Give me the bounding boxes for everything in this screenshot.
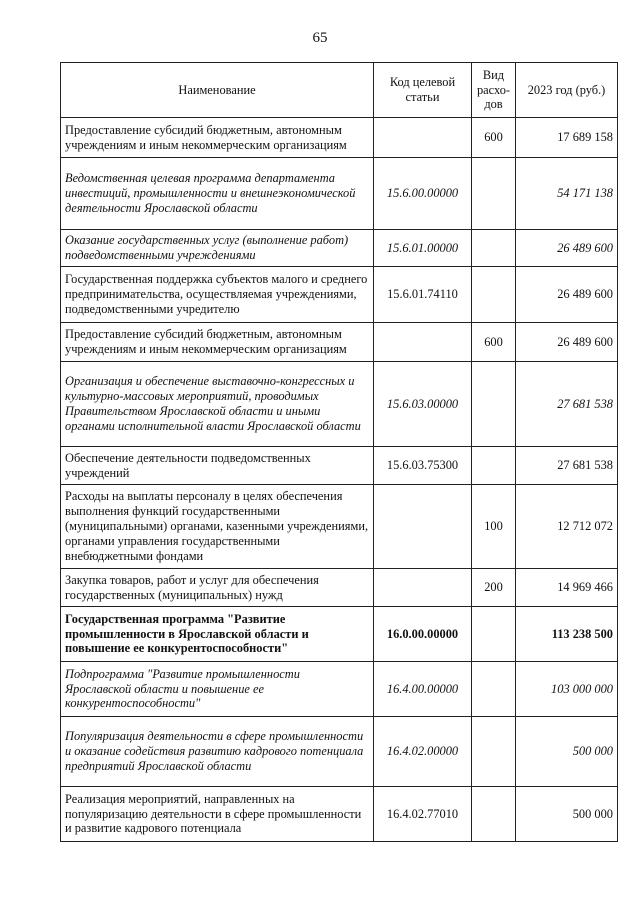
row-amount: 26 489 600 — [516, 230, 618, 267]
row-expense-type: 100 — [472, 485, 516, 569]
row-code — [374, 485, 472, 569]
header-code: Код целевой статьи — [374, 63, 472, 118]
row-name: Предоставление субсидий бюджетным, автономным учреждениям и иным некоммерческим организациям — [61, 323, 374, 362]
row-name: Организация и обеспечение выставочно-конгрессных и культурно-массовых мероприятий, проводимых Правительством Ярославской области и иными органами исполнительной власти Ярославской области — [61, 362, 374, 447]
row-expense-type — [472, 230, 516, 267]
row-amount: 103 000 000 — [516, 662, 618, 717]
row-expense-type — [472, 362, 516, 447]
row-expense-type — [472, 267, 516, 323]
row-amount: 27 681 538 — [516, 447, 618, 485]
table-header-row — [61, 63, 618, 118]
row-code — [374, 323, 472, 362]
table-row — [61, 607, 618, 662]
row-code: 15.6.03.75300 — [374, 447, 472, 485]
row-name: Предоставление субсидий бюджетным, автономным учреждениям и иным некоммерческим организациям — [61, 118, 374, 158]
row-amount: 500 000 — [516, 787, 618, 842]
row-name: Подпрограмма "Развитие промышленности Ярославской области и повышение ее конкурентоспособности" — [61, 662, 374, 717]
row-expense-type — [472, 607, 516, 662]
row-code: 16.0.00.00000 — [374, 607, 472, 662]
table-row — [61, 158, 618, 230]
row-expense-type — [472, 717, 516, 787]
header-expense-type: Вид расхо-дов — [472, 63, 516, 118]
row-code: 16.4.00.00000 — [374, 662, 472, 717]
row-name: Ведомственная целевая программа департамента инвестиций, промышленности и внешнеэкономической деятельности Ярославской области — [61, 158, 374, 230]
row-expense-type — [472, 447, 516, 485]
row-expense-type — [472, 158, 516, 230]
row-amount: 26 489 600 — [516, 323, 618, 362]
row-amount: 27 681 538 — [516, 362, 618, 447]
row-name: Государственная программа "Развитие промышленности в Ярославской области и повышение ее конкурентоспособности" — [61, 607, 374, 662]
row-amount: 12 712 072 — [516, 485, 618, 569]
header-amount-2023: 2023 год (руб.) — [516, 63, 618, 118]
table-row — [61, 485, 618, 569]
header-name: Наименование — [61, 63, 374, 118]
table-row — [61, 447, 618, 485]
table-row — [61, 717, 618, 787]
row-expense-type — [472, 662, 516, 717]
row-expense-type — [472, 787, 516, 842]
row-expense-type: 600 — [472, 118, 516, 158]
row-name: Популяризация деятельности в сфере промышленности и оказание содействия развитию кадрового потенциала предприятий Ярославской области — [61, 717, 374, 787]
table-row — [61, 787, 618, 842]
table-row — [61, 569, 618, 607]
row-name: Обеспечение деятельности подведомственных учреждений — [61, 447, 374, 485]
row-name: Оказание государственных услуг (выполнение работ) подведомственными учреждениями — [61, 230, 374, 267]
table-row — [61, 230, 618, 267]
row-amount: 17 689 158 — [516, 118, 618, 158]
row-name: Реализация мероприятий, направленных на популяризацию деятельности в сфере промышленности и развитие кадрового потенциала — [61, 787, 374, 842]
row-code: 16.4.02.00000 — [374, 717, 472, 787]
row-code: 15.6.00.00000 — [374, 158, 472, 230]
row-code: 15.6.01.00000 — [374, 230, 472, 267]
row-code: 16.4.02.77010 — [374, 787, 472, 842]
page-number: 65 — [312, 30, 328, 46]
row-amount: 500 000 — [516, 717, 618, 787]
table-row — [61, 267, 618, 323]
row-code — [374, 569, 472, 607]
row-amount: 54 171 138 — [516, 158, 618, 230]
row-amount: 14 969 466 — [516, 569, 618, 607]
table-row — [61, 662, 618, 717]
row-expense-type: 600 — [472, 323, 516, 362]
row-code: 15.6.03.00000 — [374, 362, 472, 447]
table-row — [61, 118, 618, 158]
table-row — [61, 323, 618, 362]
row-expense-type: 200 — [472, 569, 516, 607]
row-name: Закупка товаров, работ и услуг для обеспечения государственных (муниципальных) нужд — [61, 569, 374, 607]
row-name: Государственная поддержка субъектов малого и среднего предпринимательства, осуществляемая учреждениями, подведомственными учредителю — [61, 267, 374, 323]
row-code — [374, 118, 472, 158]
row-amount: 113 238 500 — [516, 607, 618, 662]
table-row — [61, 362, 618, 447]
budget-table — [60, 62, 618, 842]
row-name: Расходы на выплаты персоналу в целях обеспечения выполнения функций государственными (муниципальными) органами, казенными учреждениями, органами управления государственными внебюджетными фондами — [61, 485, 374, 569]
row-amount: 26 489 600 — [516, 267, 618, 323]
row-code: 15.6.01.74110 — [374, 267, 472, 323]
